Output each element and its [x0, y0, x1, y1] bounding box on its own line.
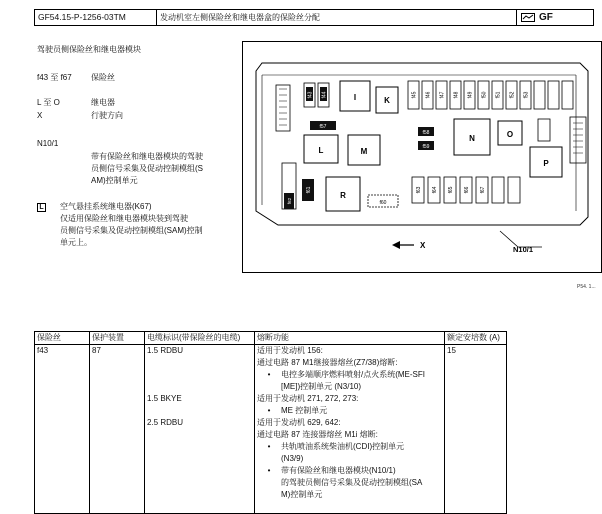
relay-l — [304, 135, 338, 163]
doc-id: GF54.15-P-1256-03TM — [35, 10, 157, 25]
legend-key-fuses: f43 至 f67 — [37, 73, 72, 82]
cable-id: 1.5 RDBU — [147, 346, 184, 355]
fuse-f47 — [436, 81, 447, 109]
svg-text:L: L — [318, 146, 324, 155]
function-line: 适用于发动机 156: — [257, 346, 323, 355]
cable-id: 2.5 RDBU — [147, 418, 184, 427]
fuse-row-bottom — [412, 177, 520, 203]
fuse-slot-empty — [538, 119, 550, 141]
fuse-f65 — [444, 177, 456, 203]
col-header-function: 熔断功能 — [255, 332, 445, 345]
function-bullet: • ME 控制单元 — [267, 406, 328, 415]
relay-i — [340, 81, 370, 111]
legend-val-direction: 行驶方向 — [91, 111, 123, 120]
function-line: 适用于发动机 629, 642: — [257, 418, 341, 427]
svg-text:f50: f50 — [481, 91, 488, 99]
fuse-f63 — [412, 177, 424, 203]
fuse-row-top — [408, 81, 573, 109]
function-line: 通过电路 87 M1继接器熔丝(Z7/38)熔断: — [257, 358, 398, 367]
fuse-f48 — [450, 81, 461, 109]
fuse-box-diagram — [242, 41, 602, 273]
legend-val-n10: 带有保险丝和继电器模块的驾驶 员侧信号采集及促动控制模组(S AM)控制单元 — [91, 152, 203, 185]
unit-callout — [500, 231, 542, 254]
svg-text:f67: f67 — [480, 186, 486, 194]
fuse-slot-empty — [562, 81, 573, 109]
function-line: 通过电路 87 连接器熔丝 M1i 熔断: — [257, 430, 378, 439]
fuse-label: f44 — [321, 91, 328, 99]
col-header-fuse: 保险丝 — [35, 332, 90, 345]
svg-text:f66: f66 — [464, 186, 470, 194]
cell-fuse: f43 — [35, 345, 90, 514]
legend-key-direction: X — [37, 111, 43, 120]
svg-text:f64: f64 — [432, 186, 438, 194]
svg-text:f57: f57 — [319, 124, 327, 130]
col-header-amperage: 额定安培数 (A) — [445, 332, 507, 345]
svg-text:I: I — [353, 93, 357, 102]
svg-text:f61: f61 — [306, 186, 312, 194]
figure-id: P54. 1... — [577, 284, 596, 290]
cable-id: 1.5 BKYE — [147, 394, 182, 403]
cell-protection: 87 — [90, 345, 145, 514]
legend-key-n10: N10/1 — [37, 139, 59, 148]
relay-r — [326, 177, 360, 211]
relay-o — [498, 121, 522, 145]
fuse-f51 — [492, 81, 503, 109]
function-bullet: • 电控多端顺序燃料喷射/点火系统(ME-SFI [ME])控制单元 (N3/10) — [267, 370, 425, 391]
fuse-f67 — [476, 177, 488, 203]
function-line: 适用于发动机 271, 272, 273: — [257, 394, 359, 403]
fuse-slot-empty — [548, 81, 559, 109]
doc-title: 发动机室左侧保险丝和继电器盒的保险丝分配 — [157, 10, 517, 25]
fuse-f62 — [284, 193, 294, 209]
legend-key-relays: L 至 O — [37, 98, 60, 107]
fuse-slot-empty — [534, 81, 545, 109]
note-icon: L — [37, 203, 46, 212]
fuse-f44 — [318, 83, 329, 107]
svg-text:f62: f62 — [287, 197, 292, 205]
cell-function — [255, 345, 445, 514]
direction-label: X — [420, 241, 426, 250]
unit-label: N10/1 — [513, 245, 534, 254]
legend-val-fuses: 保险丝 — [91, 73, 115, 82]
fuse-f52 — [506, 81, 517, 109]
table-header-row — [35, 332, 507, 345]
fuse-f45 — [408, 81, 419, 109]
fuse-f46 — [422, 81, 433, 109]
doc-code-cell — [517, 10, 593, 25]
cell-amperage: 15 — [445, 345, 507, 514]
cell-cables — [145, 345, 255, 514]
svg-text:M: M — [360, 147, 368, 156]
svg-text:f46: f46 — [425, 91, 432, 99]
svg-text:f47: f47 — [439, 91, 446, 99]
svg-text:f60: f60 — [379, 200, 387, 206]
svg-text:f58: f58 — [422, 130, 430, 136]
relay-p — [530, 147, 562, 177]
fuse-f60 — [368, 195, 398, 207]
svg-text:f59: f59 — [422, 144, 430, 150]
svg-text:P: P — [543, 159, 549, 168]
function-bullet: • 带有保险丝和继电器模块(N10/1) 的驾驶员侧信号采集及促动控制模组(SA M)控制单元 — [267, 466, 423, 499]
svg-text:O: O — [506, 130, 514, 139]
document-header — [34, 9, 594, 26]
svg-text:N: N — [469, 134, 475, 143]
svg-text:f63: f63 — [416, 186, 422, 194]
fuse-table — [34, 331, 507, 514]
svg-text:K: K — [384, 96, 390, 105]
relay-m — [348, 135, 380, 165]
fuse-label: f43 — [307, 91, 314, 99]
fuse-f66 — [460, 177, 472, 203]
note-text: 空气悬挂系统继电器(K67) 仅适用保险丝和继电器模块装到驾驶 员侧信号采集及促动控制模组(SAM)控制 单元上。 — [60, 202, 203, 247]
function-bullet: • 共轨喷油系统柴油机(CDI)控制单元 (N3/9) — [267, 442, 405, 463]
direction-arrow — [392, 241, 426, 250]
fuse-f58 — [418, 127, 434, 136]
svg-text:f53: f53 — [523, 91, 530, 99]
doc-code: GF — [539, 12, 553, 23]
fuse-f59 — [418, 141, 434, 150]
legend-val-relays: 继电器 — [91, 98, 115, 107]
fuse-f43 — [304, 83, 315, 107]
table-row — [35, 345, 507, 514]
col-header-protection: 保护装置 — [90, 332, 145, 345]
relay-n — [454, 119, 490, 155]
fuse-f53 — [520, 81, 531, 109]
svg-text:f45: f45 — [411, 91, 418, 99]
flag-icon — [521, 13, 535, 22]
fuse-f49 — [464, 81, 475, 109]
legend-heading: 驾驶员侧保险丝和继电器模块 — [37, 45, 141, 54]
fuse-f57 — [310, 121, 336, 130]
relay-k — [376, 87, 398, 113]
fuse-slot-empty — [508, 177, 520, 203]
fuse-f50 — [478, 81, 489, 109]
fuse-f61 — [302, 179, 314, 201]
svg-text:f52: f52 — [509, 91, 516, 99]
svg-text:R: R — [340, 191, 346, 200]
svg-text:f49: f49 — [467, 91, 474, 99]
fuse-f64 — [428, 177, 440, 203]
col-header-cable: 电缆标识(带保险丝的电缆) — [145, 332, 255, 345]
svg-text:f48: f48 — [453, 91, 460, 99]
svg-text:f51: f51 — [495, 91, 502, 99]
svg-text:f65: f65 — [448, 186, 454, 194]
fuse-slot-empty — [492, 177, 504, 203]
